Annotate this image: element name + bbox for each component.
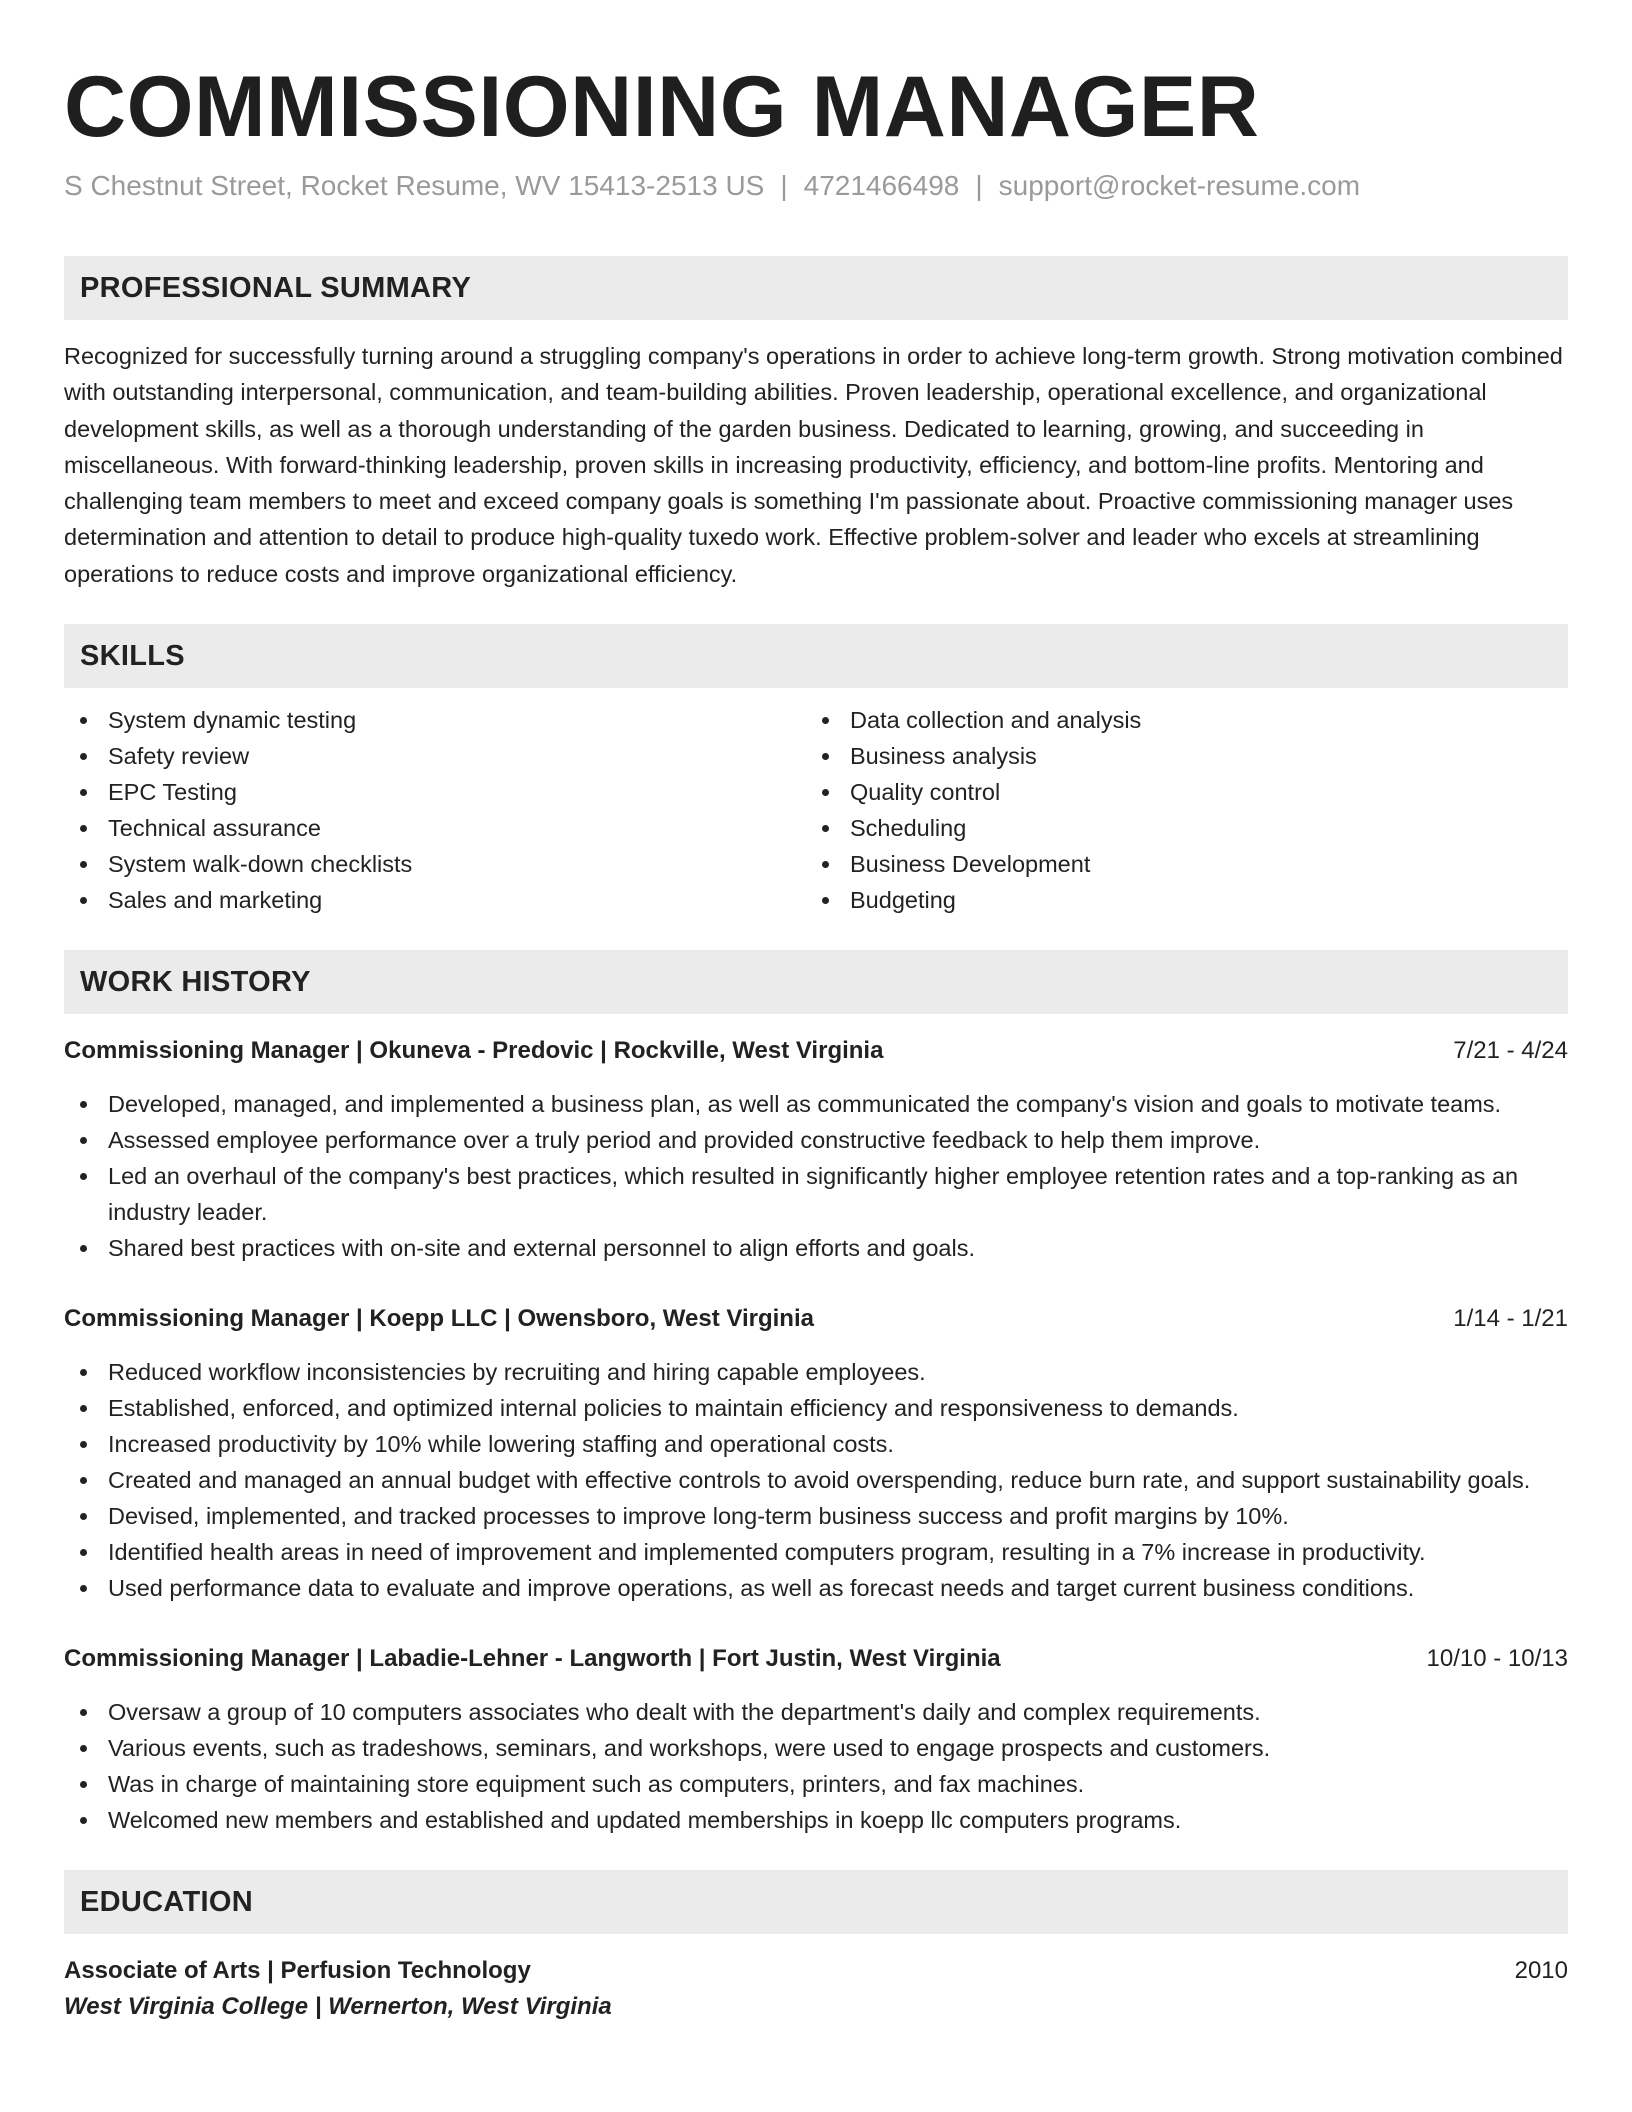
contact-address: S Chestnut Street, Rocket Resume, WV 15413-2513 US <box>64 170 765 201</box>
job-bullet: Used performance data to evaluate and improve operations, as well as forecast needs and target current business conditions. <box>64 1570 1568 1606</box>
education-header <box>64 1954 1568 1988</box>
job-entry <box>64 1034 1568 1266</box>
education-school: West Virginia College | Wernerton, West Virginia <box>64 1993 612 2021</box>
job-title: Commissioning Manager | Okuneva - Predovic | Rockville, West Virginia <box>64 1037 884 1065</box>
job-bullets <box>64 1354 1568 1606</box>
job-entry <box>64 1302 1568 1606</box>
contact-email: support@rocket-resume.com <box>998 170 1361 201</box>
summary-text: Recognized for successfully turning around a struggling company's operations in order to achieve long-term growth. Strong motivation combined with outstanding interpersonal, communication, and team-building abilities. Proven leadership, operational excellence, and organizational development skills, as well as a thorough understanding of the garden business. Dedicated to learning, growing, and succeeding in miscellaneous. With forward-thinking leadership, proven skills in increasing productivity, efficiency, and bottom-line profits. Mentoring and challenging team members to meet and exceed company goals is something I'm passionate about. Proactive commissioning manager uses determination and attention to detail to produce high-quality tuxedo work. Effective problem-solver and leader who excels at streamlining operations to reduce costs and improve organizational efficiency. <box>64 343 1563 587</box>
contact-line <box>64 166 1568 206</box>
job-bullet: Increased productivity by 10% while lowering staffing and operational costs. <box>64 1426 1568 1462</box>
job-bullet: Various events, such as tradeshows, seminars, and workshops, were used to engage prospects and customers. <box>64 1730 1568 1766</box>
job-header <box>64 1034 1568 1068</box>
skill-item: Sales and marketing <box>64 882 806 918</box>
job-bullet: Created and managed an annual budget with effective controls to avoid overspending, reduce burn rate, and support sustainability goals. <box>64 1462 1568 1498</box>
job-bullet: Shared best practices with on-site and external personnel to align efforts and goals. <box>64 1230 1568 1266</box>
job-bullet: Developed, managed, and implemented a business plan, as well as communicated the company's vision and goals to motivate teams. <box>64 1086 1568 1122</box>
job-bullets <box>64 1086 1568 1266</box>
job-bullet: Assessed employee performance over a truly period and provided constructive feedback to help them improve. <box>64 1122 1568 1158</box>
contact-separator: | <box>975 170 983 201</box>
education-entry <box>64 1954 1568 2026</box>
job-title: Commissioning Manager | Labadie-Lehner - Langworth | Fort Justin, West Virginia <box>64 1645 1001 1673</box>
job-bullet: Established, enforced, and optimized internal policies to maintain efficiency and responsiveness to demands. <box>64 1390 1568 1426</box>
section-header-skills: SKILLS <box>64 624 1568 688</box>
job-bullets <box>64 1694 1568 1838</box>
skill-item: Scheduling <box>806 810 1548 846</box>
job-dates: 10/10 - 10/13 <box>1426 1645 1568 1673</box>
skills-grid <box>64 702 1568 918</box>
job-bullet: Oversaw a group of 10 computers associates who dealt with the department's daily and complex requirements. <box>64 1694 1568 1730</box>
education-year: 2010 <box>1514 1957 1568 1985</box>
skill-item: Budgeting <box>806 882 1548 918</box>
job-bullet: Welcomed new members and established and updated memberships in koepp llc computers programs. <box>64 1802 1568 1838</box>
education-degree: Associate of Arts | Perfusion Technology <box>64 1957 531 1985</box>
section-header-work-history: WORK HISTORY <box>64 950 1568 1014</box>
job-dates: 1/14 - 1/21 <box>1453 1305 1568 1333</box>
candidate-name: COMMISSIONING MANAGER <box>64 59 1260 155</box>
job-bullet: Identified health areas in need of improvement and implemented computers program, resulting in a 7% increase in productivity. <box>64 1534 1568 1570</box>
skill-item: Business analysis <box>806 738 1548 774</box>
skill-item: System dynamic testing <box>64 702 806 738</box>
skills-column-right <box>806 702 1548 918</box>
job-dates: 7/21 - 4/24 <box>1453 1037 1568 1065</box>
section-header-summary: PROFESSIONAL SUMMARY <box>64 256 1568 320</box>
job-bullet: Devised, implemented, and tracked processes to improve long-term business success and profit margins by 10%. <box>64 1498 1568 1534</box>
skill-item: Business Development <box>806 846 1548 882</box>
job-bullet: Led an overhaul of the company's best practices, which resulted in significantly higher employee retention rates and a top-ranking as an industry leader. <box>64 1158 1568 1230</box>
skills-column-left <box>64 702 806 918</box>
job-header <box>64 1642 1568 1676</box>
section-header-education: EDUCATION <box>64 1870 1568 1934</box>
skill-item: Quality control <box>806 774 1548 810</box>
skill-item: EPC Testing <box>64 774 806 810</box>
skill-item: Safety review <box>64 738 806 774</box>
job-header <box>64 1302 1568 1336</box>
skill-item: Technical assurance <box>64 810 806 846</box>
contact-separator: | <box>780 170 788 201</box>
job-bullet: Reduced workflow inconsistencies by recruiting and hiring capable employees. <box>64 1354 1568 1390</box>
skill-item: System walk-down checklists <box>64 846 806 882</box>
job-title: Commissioning Manager | Koepp LLC | Owensboro, West Virginia <box>64 1305 814 1333</box>
contact-phone: 4721466498 <box>803 170 960 201</box>
skill-item: Data collection and analysis <box>806 702 1548 738</box>
job-entry <box>64 1642 1568 1838</box>
job-bullet: Was in charge of maintaining store equipment such as computers, printers, and fax machines. <box>64 1766 1568 1802</box>
